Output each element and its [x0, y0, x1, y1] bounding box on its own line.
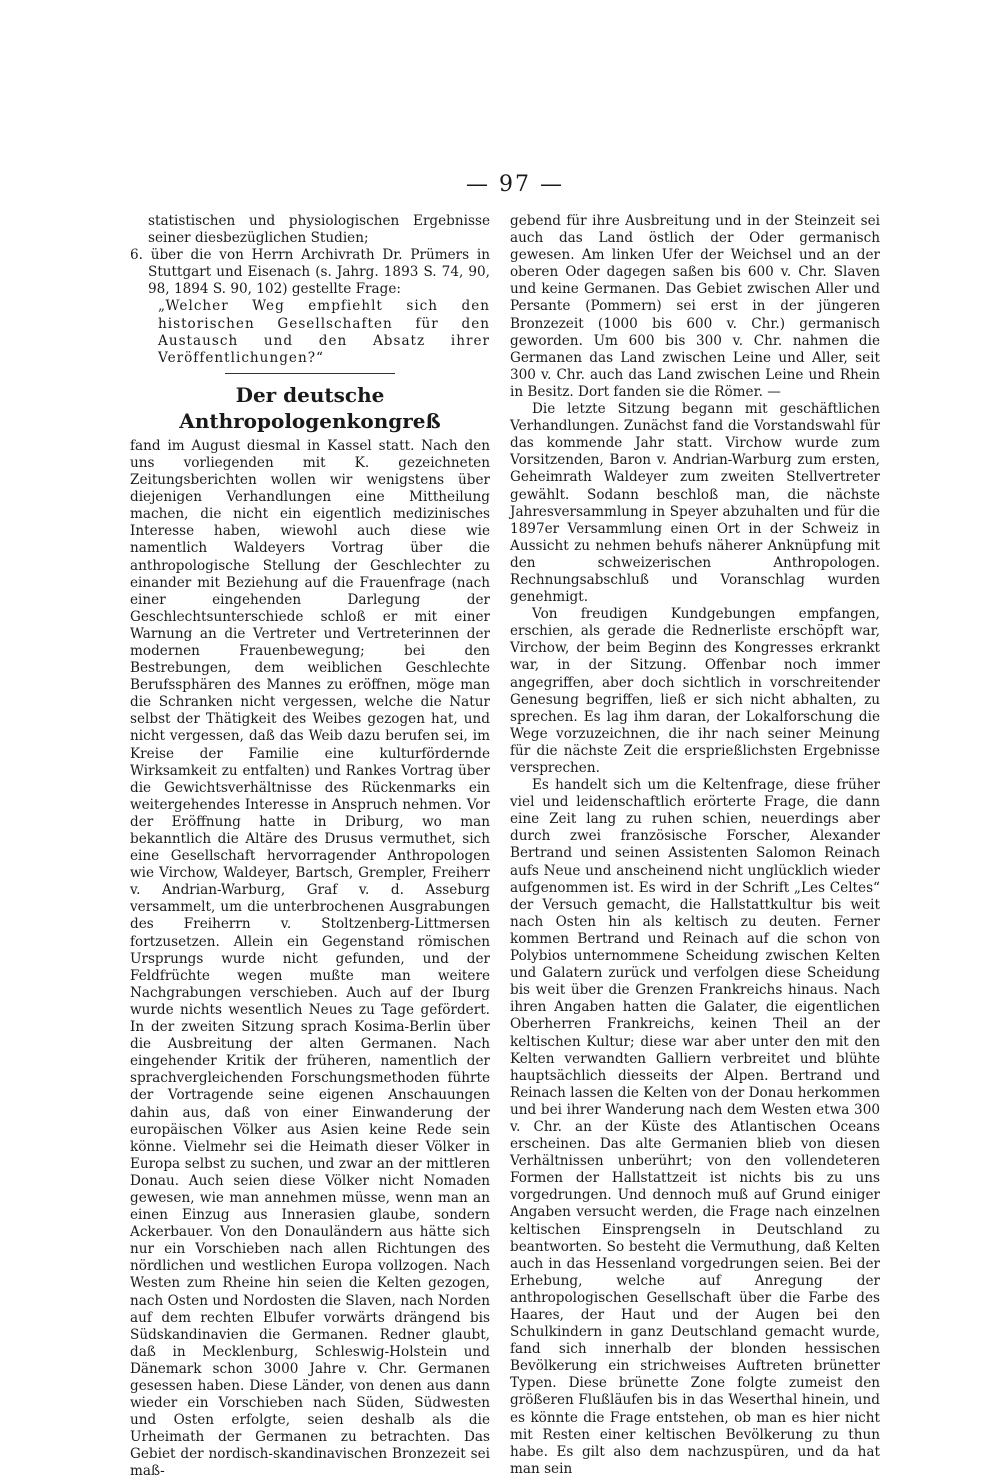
body-paragraph: fand im August diesmal in Kassel statt. Nach den uns vorliegenden mit K. gezeichneten Zeitungsberichten wollen wir wenigstens über diejenigen Verhandlungen eine Mittheilung machen, die nicht ein eigentlich medizinisches Interesse haben, wiewohl auch diese wie namentlich Waldeyers Vortrag über die anthropologische Stellung der Geschlechter zu einander mit Beziehung auf die Frauenfrage (nach einer eingehenden Darlegung der Geschlechtsunterschiede schloß er mit einer Warnung an die Vertreter und Vertreterinnen der modernen Frauenbewegung; bei den Bestrebungen, dem weiblichen Geschlechte Berufssphären des Mannes zu eröffnen, möge man die Schranken nicht vergessen, welche die Natur selbst der Thätigkeit des Weibes gezogen hat, und nicht vergessen, daß das Weib dazu berufen sei, im Kreise der Familie eine kulturfördernde Wirksamkeit zu entfalten) und Rankes Vortrag über die Gewichtsverhältnisse des Rückenmarks ein weitergehendes Interesse in Anspruch nehmen. Vor der Eröffnung hatte in Driburg, wo man bekanntlich die Altäre des Drusus vermuthet, sich eine Gesellschaft hervorragender Anthropologen wie Virchow, Waldeyer, Bartsch, Grempler, Freiherr v. Andrian-Warburg, Graf v. d. Asseburg versammelt, um die unterbrochenen Ausgrabungen des Freiherrn v. Stoltzenberg-Littmersen fortzusetzen. Allein ein Gegenstand römischen Ursprungs wurde nicht gefunden, und der Feldfrüchte wegen mußte man weitere Nachgrabungen verschieben. Auch auf der Iburg wurde nichts wesentlich Neues zu Tage gefördert. In der zweiten Sitzung sprach Kosima-Berlin über die Ausbreitung der alten Germanen. Nach eingehender Kritik der früheren, namentlich der sprachvergleichenden Forschungsmethoden führte der Vortragende seine eigenen Anschauungen dahin aus, daß von einer Einwanderung der europäischen Völker aus Asien keine Rede sein könne. Vielmehr sei die Heimath dieser Völker in Europa selbst zu suchen, und zwar an der mittleren Donau. Auch seien diese Völker nicht Nomaden gewesen, wie man annehmen müsse, wenn man an einen Einzug aus Innerasien glaube, sondern Ackerbauer. Von den Donauländern aus hätte sich nur ein Vorschieben nach allen Richtungen des nördlichen und westlichen Europa vollzogen. Nach Westen zum Rheine hin seien die Kelten gezogen, nach Osten und Nordosten die Slaven, nach Norden auf dem rechten Elbufer vorwärts drängend bis Südskandinavien die Germanen. Redner glaubt, daß in Mecklenburg, Schleswig-Holstein und Dänemark schon 3000 Jahre v. Chr. Germanen gesessen haben. Diese Länder, von denen aus dann wieder ein Vorschieben nach Süden, Südwesten und Osten erfolgte, seien deshalb als die Urheimath der Germanen zu betrachten. Das Gebiet der nordisch-skandinavischen Bronzezeit sei maß- [130, 437, 490, 1480]
continued-paragraph: statistischen und physiologischen Ergebnisse seiner diesbezüglichen Studien; [148, 213, 490, 247]
list-item-6: 6. über die von Herrn Archivrath Dr. Prümers in Stuttgart und Eisenach (s. Jahrg. 1893 S. 74, 90, 98, 1894 S. 90, 102) gestellte Frage: [130, 247, 490, 298]
section-divider [225, 373, 395, 374]
quoted-question: „Welcher Weg empfiehlt sich den historischen Gesellschaften für den Austausch und den Absatz ihrer Veröffentlichungen?“ [158, 298, 490, 366]
right-column [510, 213, 880, 1478]
paragraph-celtic-question: Es handelt sich um die Keltenfrage, diese früher viel und leidenschaftlich erörterte Frage, die dann eine Zeit lang zu ruhen schien, neuerdings aber durch zwei französische Forscher, Alexander Bertrand und seinen Assistenten Salomon Reinach aufs Neue und anscheinend nicht unglücklich wieder aufgenommen ist. Es wird in der Schrift „Les Celtes“ der Versuch gemacht, die Hallstattkultur bis weit nach Osten hin als keltisch zu deuten. Ferner kommen Bertrand und Reinach auf die schon von Polybios unternommene Scheidung zwischen Kelten und Galatern zurück und verfolgen diese Scheidung bis weit über die Grenzen Frankreichs hinaus. Nach ihren Angaben hatten die Galater, die eigentlichen Oberherren Frankreichs, keinen Theil an der keltischen Kultur; diese war aber unter den mit den Kelten verwandten Galliern verbreitet und blühte hauptsächlich diesseits der Alpen. Bertrand und Reinach lassen die Kelten von der Donau herkommen und bei ihrer Wanderung nach dem Westen etwa 300 v. Chr. an der Küste des Atlantischen Oceans erscheinen. Das alte Germanien blieb von diesen Verhältnissen unberührt; von den vollendeteren Formen der Hallstattzeit ist nichts bis zu uns vorgedrungen. Und dennoch muß auf Grund einiger Angaben versucht werden, die Frage nach einzelnen keltischen Einsprengseln in Deutschland zu beantworten. So besteht die Vermuthung, daß Kelten auch in das Hessenland vorgedrungen seien. Bei der Erhebung, welche auf Anregung der anthropologischen Gesellschaft über die Farbe des Haares, der Haut und der Augen bei den Schulkindern in ganz Deutschland gemacht wurde, fand sich innerhalb der blonden hessischen Bevölkerung ein strichweises Auftreten brünetter Typen. Diese brünette Zone folgte zumeist den größeren Flußläufen bis in das Weserthal hinein, und es könnte die Frage entstehen, ob man es hier nicht mit Resten einer keltischen Bevölkerung zu thun habe. Es gilt also dem nachzuspüren, und da hat man sein [510, 777, 880, 1477]
paragraph-continuation: gebend für ihre Ausbreitung und in der Steinzeit sei auch das Land östlich der Oder germanisch gewesen. Am linken Ufer der Weichsel und an der oberen Oder dagegen saßen bis 600 v. Chr. Slaven und keine Germanen. Das Gebiet zwischen Aller und Persante (Pommern) sei erst in der jüngeren Bronzezeit (1000 bis 600 v. Chr.) germanisch geworden. Um 600 bis 300 v. Chr. nahmen die Germanen das Land zwischen Leine und Aller, seit 300 v. Chr. auch das Land zwischen Leine und Rhein in Besitz. Dort fanden sie die Römer. — [510, 213, 880, 400]
section-heading: Der deutsche Anthropologenkongreß [179, 382, 441, 433]
paragraph-last-session: Die letzte Sitzung begann mit geschäftlichen Verhandlungen. Zunächst fand die Vorstandswahl für das kommende Jahr statt. Virchow wurde zum Vorsitzenden, Baron v. Andrian-Warburg zum ersten, Geheimrath Waldeyer zum zweiten Stellvertreter gewählt. Sodann beschloß man, die nächste Jahresversammlung in Speyer abzuhalten und für die 1897er Versammlung einen Ort in der Schweiz in Aussicht zu nehmen behufs näherer Anknüpfung mit den schweizerischen Anthropologen. Rechnungsabschluß und Voranschlag wurden genehmigt. [510, 401, 880, 606]
left-column [130, 213, 490, 1481]
page-number: — 97 — [466, 172, 564, 197]
paragraph-virchow: Von freudigen Kundgebungen empfangen, erschien, als gerade die Rednerliste erschöpft war, Virchow, der beim Beginn des Kongresses erkrankt war, in der Sitzung. Offenbar noch immer angegriffen, aber doch sichtlich in vorschreitender Genesung begriffen, ließ er sich nicht abhalten, zu sprechen. Es lag ihm daran, der Lokalforschung die Wege vorzuzeichnen, die ihr nach seiner Meinung für die nächste Zeit die ersprießlichsten Ergebnisse versprechen. [510, 606, 880, 776]
